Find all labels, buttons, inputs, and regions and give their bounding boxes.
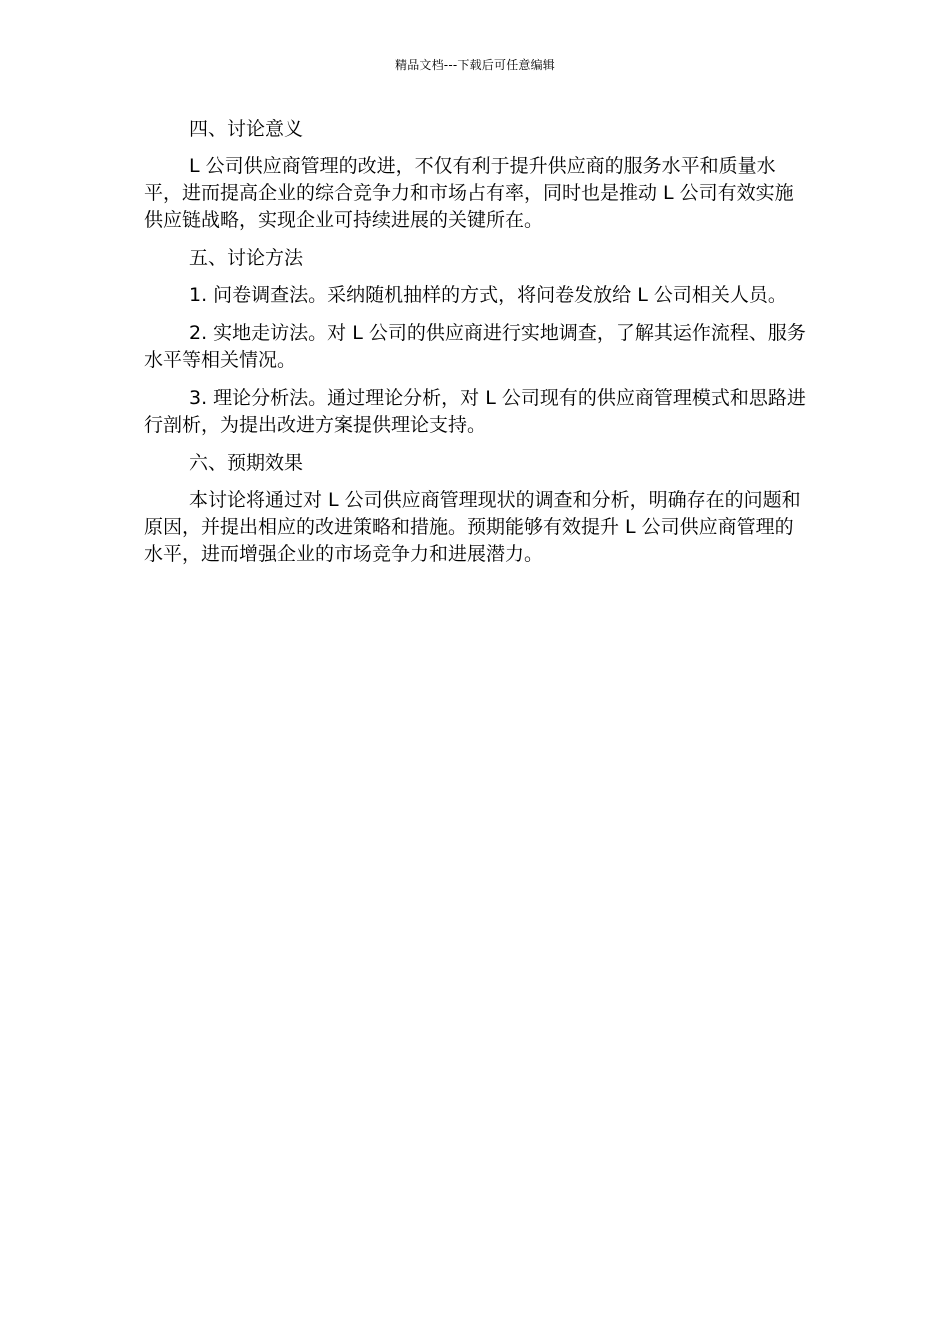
- paragraph-method-questionnaire: 1. 问卷调查法。采纳随机抽样的方式，将问卷发放给 L 公司相关人员。: [189, 284, 787, 306]
- page-header: 精品文档---下载后可任意编辑: [395, 58, 555, 72]
- section-heading-methods: 五、讨论方法: [189, 247, 304, 269]
- section-heading-expected-results: 六、预期效果: [189, 452, 304, 474]
- paragraph-expected-results: 本讨论将通过对 L 公司供应商管理现状的调查和分析，明确存在的问题和原因，并提出相应的改进策略和措施。预期能够有效提升 L 公司供应商管理的水平，进而增强企业的市场竞争力和进展潜力。: [144, 489, 801, 565]
- paragraph-method-theory: 3. 理论分析法。通过理论分析，对 L 公司现有的供应商管理模式和思路进行剖析，为提出改进方案提供理论支持。: [144, 387, 806, 436]
- section-heading-significance: 四、讨论意义: [189, 118, 304, 140]
- document-body: [144, 116, 812, 579]
- paragraph-method-field-visit: 2. 实地走访法。对 L 公司的供应商进行实地调查，了解其运作流程、服务水平等相关情况。: [144, 322, 806, 371]
- paragraph-significance: L 公司供应商管理的改进，不仅有利于提升供应商的服务水平和质量水平，进而提高企业的综合竞争力和市场占有率，同时也是推动 L 公司有效实施供应链战略，实现企业可持续进展的关键所在。: [144, 155, 794, 231]
